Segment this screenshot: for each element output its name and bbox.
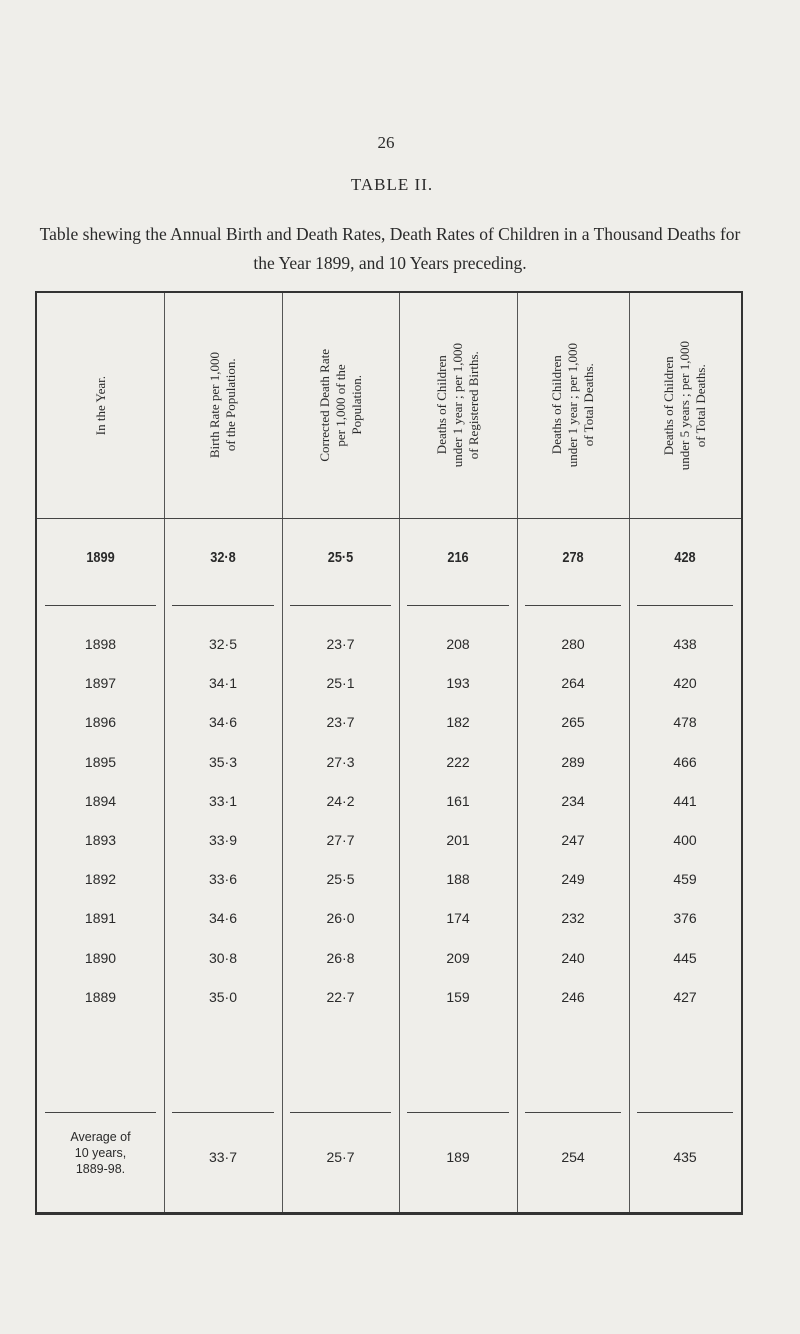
current-year-cell: 1899 xyxy=(86,549,115,566)
average-cell: 435 xyxy=(673,1149,697,1165)
table-cell: 420 xyxy=(673,675,697,692)
table-cell: 27·7 xyxy=(326,832,355,848)
table-cell: 264 xyxy=(561,675,585,692)
table-cell: 208 xyxy=(446,636,470,652)
table-cell: 193 xyxy=(446,675,470,692)
table-cell: 34·6 xyxy=(208,910,238,927)
table-cell: 34·6 xyxy=(208,714,238,731)
column-header-label: Deaths of Children under 5 years ; per 1,000 of Total Deaths. xyxy=(661,340,708,471)
row-group-rule xyxy=(290,1112,391,1113)
current-year-cell: 25·5 xyxy=(327,549,354,566)
table-cell: 234 xyxy=(561,792,585,809)
table-cell: 400 xyxy=(673,832,697,848)
table-cell: 26·8 xyxy=(326,949,355,966)
table-cell: 159 xyxy=(446,988,470,1005)
row-group-rule xyxy=(45,1112,156,1113)
row-group-rule xyxy=(290,605,391,606)
table-cell: 30·8 xyxy=(208,949,238,966)
table-cell: 459 xyxy=(673,871,697,888)
table-cell: 445 xyxy=(673,949,697,966)
table-cell: 161 xyxy=(446,792,470,809)
table-cell: 247 xyxy=(561,832,585,848)
page-number: 26 xyxy=(377,133,395,152)
row-group-rule xyxy=(172,605,274,606)
table-cell: 265 xyxy=(561,714,585,731)
table-cell: 32·5 xyxy=(208,636,238,652)
column-header xyxy=(629,293,741,518)
table-cell: 23·7 xyxy=(326,636,355,652)
table-cell: 25·1 xyxy=(326,675,355,692)
table-cell: 1894 xyxy=(84,792,117,809)
current-year-cell: 428 xyxy=(674,549,696,566)
table-cell: 280 xyxy=(561,636,585,652)
table-cell: 174 xyxy=(446,910,470,927)
table-cell: 427 xyxy=(673,988,697,1005)
table-cell: 1896 xyxy=(84,714,117,731)
average-cell: 254 xyxy=(561,1149,585,1165)
average-label: Average of 10 years, 1889-98. xyxy=(70,1130,131,1176)
table-cell: 376 xyxy=(673,910,697,927)
table-caption: Table shewing the Annual Birth and Death Rates, Death Rates of Children in a Thousand Deaths for the Year 1899, and 10 Years preceding. xyxy=(39,224,741,273)
column-header-label: Birth Rate per 1,000 of the Population. xyxy=(207,352,238,459)
column-header-label: In the Year. xyxy=(92,375,108,436)
column-header-label: Deaths of Children under 1 year ; per 1,000 of Registered Births. xyxy=(434,343,481,468)
column-header-label: Corrected Death Rate per 1,000 of the Population. xyxy=(316,349,364,462)
table-cell: 22·7 xyxy=(326,988,355,1005)
table-cell: 1889 xyxy=(84,988,117,1005)
table-cell: 1895 xyxy=(84,753,117,770)
table-cell: 1891 xyxy=(84,910,117,927)
table-cell: 201 xyxy=(446,832,470,848)
table-cell: 188 xyxy=(446,871,470,888)
column-header xyxy=(517,293,629,518)
table-cell: 26·0 xyxy=(326,910,355,927)
row-group-rule xyxy=(172,1112,274,1113)
rates-table xyxy=(35,291,743,1215)
table-cell: 1898 xyxy=(84,636,117,652)
average-cell: 189 xyxy=(446,1149,470,1165)
table-cell: 1897 xyxy=(84,675,117,692)
row-group-rule xyxy=(407,605,509,606)
table-cell: 249 xyxy=(561,871,585,888)
table-cell: 1890 xyxy=(84,949,117,966)
current-year-cell: 278 xyxy=(562,549,584,566)
row-group-rule xyxy=(637,1112,733,1113)
table-cell: 182 xyxy=(446,714,470,731)
table-cell: 246 xyxy=(561,988,585,1005)
header-rule xyxy=(37,518,741,519)
table-cell: 34·1 xyxy=(208,675,238,692)
table-cell: 24·2 xyxy=(326,792,355,809)
table-title: TABLE II. xyxy=(350,175,434,194)
column-header xyxy=(164,293,282,518)
table-cell: 1892 xyxy=(84,871,117,888)
table-cell: 33·9 xyxy=(208,832,238,848)
column-header xyxy=(37,293,164,518)
table-cell: 438 xyxy=(673,636,697,652)
table-cell: 35·3 xyxy=(208,753,238,770)
table-cell: 466 xyxy=(673,753,697,770)
table-cell: 35·0 xyxy=(208,988,238,1005)
table-cell: 289 xyxy=(561,753,585,770)
current-year-cell: 32·8 xyxy=(210,549,236,566)
average-cell: 25·7 xyxy=(326,1149,355,1165)
row-group-rule xyxy=(45,605,156,606)
column-header xyxy=(399,293,517,518)
table-cell: 33·1 xyxy=(208,792,238,809)
table-cell: 33·6 xyxy=(208,871,238,888)
table-cell: 27·3 xyxy=(326,753,355,770)
table-cell: 25·5 xyxy=(326,871,355,888)
row-group-rule xyxy=(525,605,621,606)
table-cell: 23·7 xyxy=(326,714,355,731)
table-cell: 240 xyxy=(561,949,585,966)
table-cell: 222 xyxy=(446,753,470,770)
average-cell: 33·7 xyxy=(208,1149,238,1165)
table-cell: 478 xyxy=(673,714,697,731)
column-header xyxy=(282,293,399,518)
table-cell: 232 xyxy=(561,910,585,927)
table-cell: 1893 xyxy=(84,832,117,848)
column-header-label: Deaths of Children under 1 year ; per 1,000 of Total Deaths. xyxy=(549,343,596,468)
row-group-rule xyxy=(525,1112,621,1113)
row-group-rule xyxy=(407,1112,509,1113)
table-cell: 209 xyxy=(446,949,470,966)
table-cell: 441 xyxy=(673,792,697,809)
row-group-rule xyxy=(637,605,733,606)
current-year-cell: 216 xyxy=(447,549,469,566)
